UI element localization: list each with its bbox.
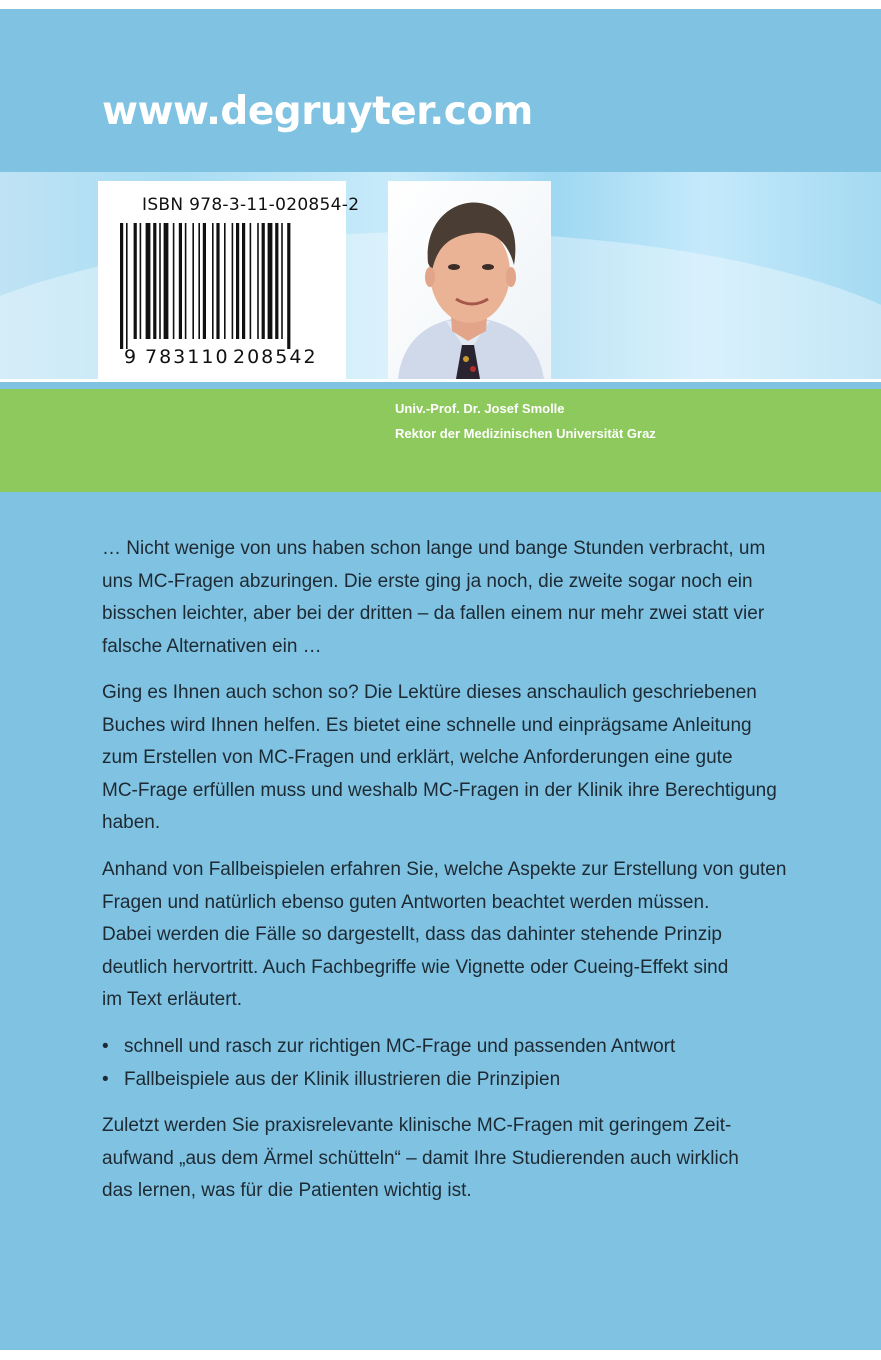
paragraph-examples bbox=[102, 854, 787, 1017]
bullet-icon: • bbox=[102, 1036, 109, 1057]
text-line: aufwand „aus dem Ärmel schütteln“ – damit Ihre Studierenden auch wirklich bbox=[102, 1147, 739, 1169]
author-photo bbox=[388, 181, 551, 379]
list-item-text: schnell und rasch zur richtigen MC-Frage und passenden Antwort bbox=[124, 1036, 676, 1057]
text-line: zum Erstellen von MC-Fragen und erklärt, welche Anforderungen eine gute bbox=[102, 747, 733, 768]
barcode-icon bbox=[118, 223, 316, 349]
text-line: falsche Alternativen ein … bbox=[102, 635, 322, 657]
isbn-label: ISBN 978-3-11-020854-2 bbox=[142, 195, 360, 215]
barcode-digits-right: 208542 bbox=[233, 346, 318, 368]
text-line: Anhand von Fallbeispielen erfahren Sie, welche Aspekte zur Erstellung von guten bbox=[102, 859, 787, 880]
list-item-text: Fallbeispiele aus der Klinik illustrieren die Prinzipien bbox=[124, 1068, 561, 1090]
text-line: … Nicht wenige von uns haben schon lange und bange Stunden verbracht, um bbox=[102, 538, 766, 559]
text-line: MC-Frage erfüllen muss und weshalb MC-Fragen in der Klinik ihre Berechtigung bbox=[102, 779, 777, 801]
barcode-digits-left: 783110 bbox=[145, 346, 230, 368]
bullet-list bbox=[102, 1031, 762, 1096]
text-line: im Text erläutert. bbox=[102, 989, 243, 1010]
text-line: Buches wird Ihnen helfen. Es bietet eine schnelle und einprägsame Anleitung bbox=[102, 714, 752, 736]
text-line: haben. bbox=[102, 812, 161, 833]
text-line: uns MC-Fragen abzuringen. Die erste ging ja noch, die zweite sogar noch ein bbox=[102, 570, 753, 592]
barcode-digit-first: 9 bbox=[124, 346, 137, 368]
paragraph-benefits bbox=[102, 677, 777, 840]
list-item bbox=[102, 1031, 762, 1064]
text-line: Ging es Ihnen auch schon so? Die Lektüre dieses anschaulich geschriebenen bbox=[102, 682, 757, 703]
bullet-icon: • bbox=[102, 1068, 109, 1090]
text-line: das lernen, was für die Patienten wichtig ist. bbox=[102, 1180, 472, 1201]
text-line: bisschen leichter, aber bei der dritten – da fallen einem nur mehr zwei statt vier bbox=[102, 603, 765, 624]
paragraph-intro bbox=[102, 533, 766, 663]
book-back-cover bbox=[0, 9, 881, 1350]
text-line: Fragen und natürlich ebenso guten Antworten beachtet werden müssen. bbox=[102, 891, 710, 913]
paragraph-closing bbox=[102, 1110, 762, 1208]
author-name: Univ.-Prof. Dr. Josef Smolle bbox=[395, 401, 565, 416]
list-item bbox=[102, 1064, 762, 1097]
text-line: Dabei werden die Fälle so dargestellt, dass das dahinter stehende Prinzip bbox=[102, 924, 722, 945]
text-line: deutlich hervortritt. Auch Fachbegriffe wie Vignette oder Cueing-Effekt sind bbox=[102, 956, 729, 978]
publisher-url[interactable]: www.degruyter.com bbox=[102, 89, 533, 134]
author-title: Rektor der Medizinischen Universität Graz bbox=[395, 426, 656, 441]
author-portrait-icon bbox=[388, 181, 551, 379]
text-line: Zuletzt werden Sie praxisrelevante klinische MC-Fragen mit geringem Zeit- bbox=[102, 1115, 732, 1136]
band-divider bbox=[0, 379, 881, 382]
